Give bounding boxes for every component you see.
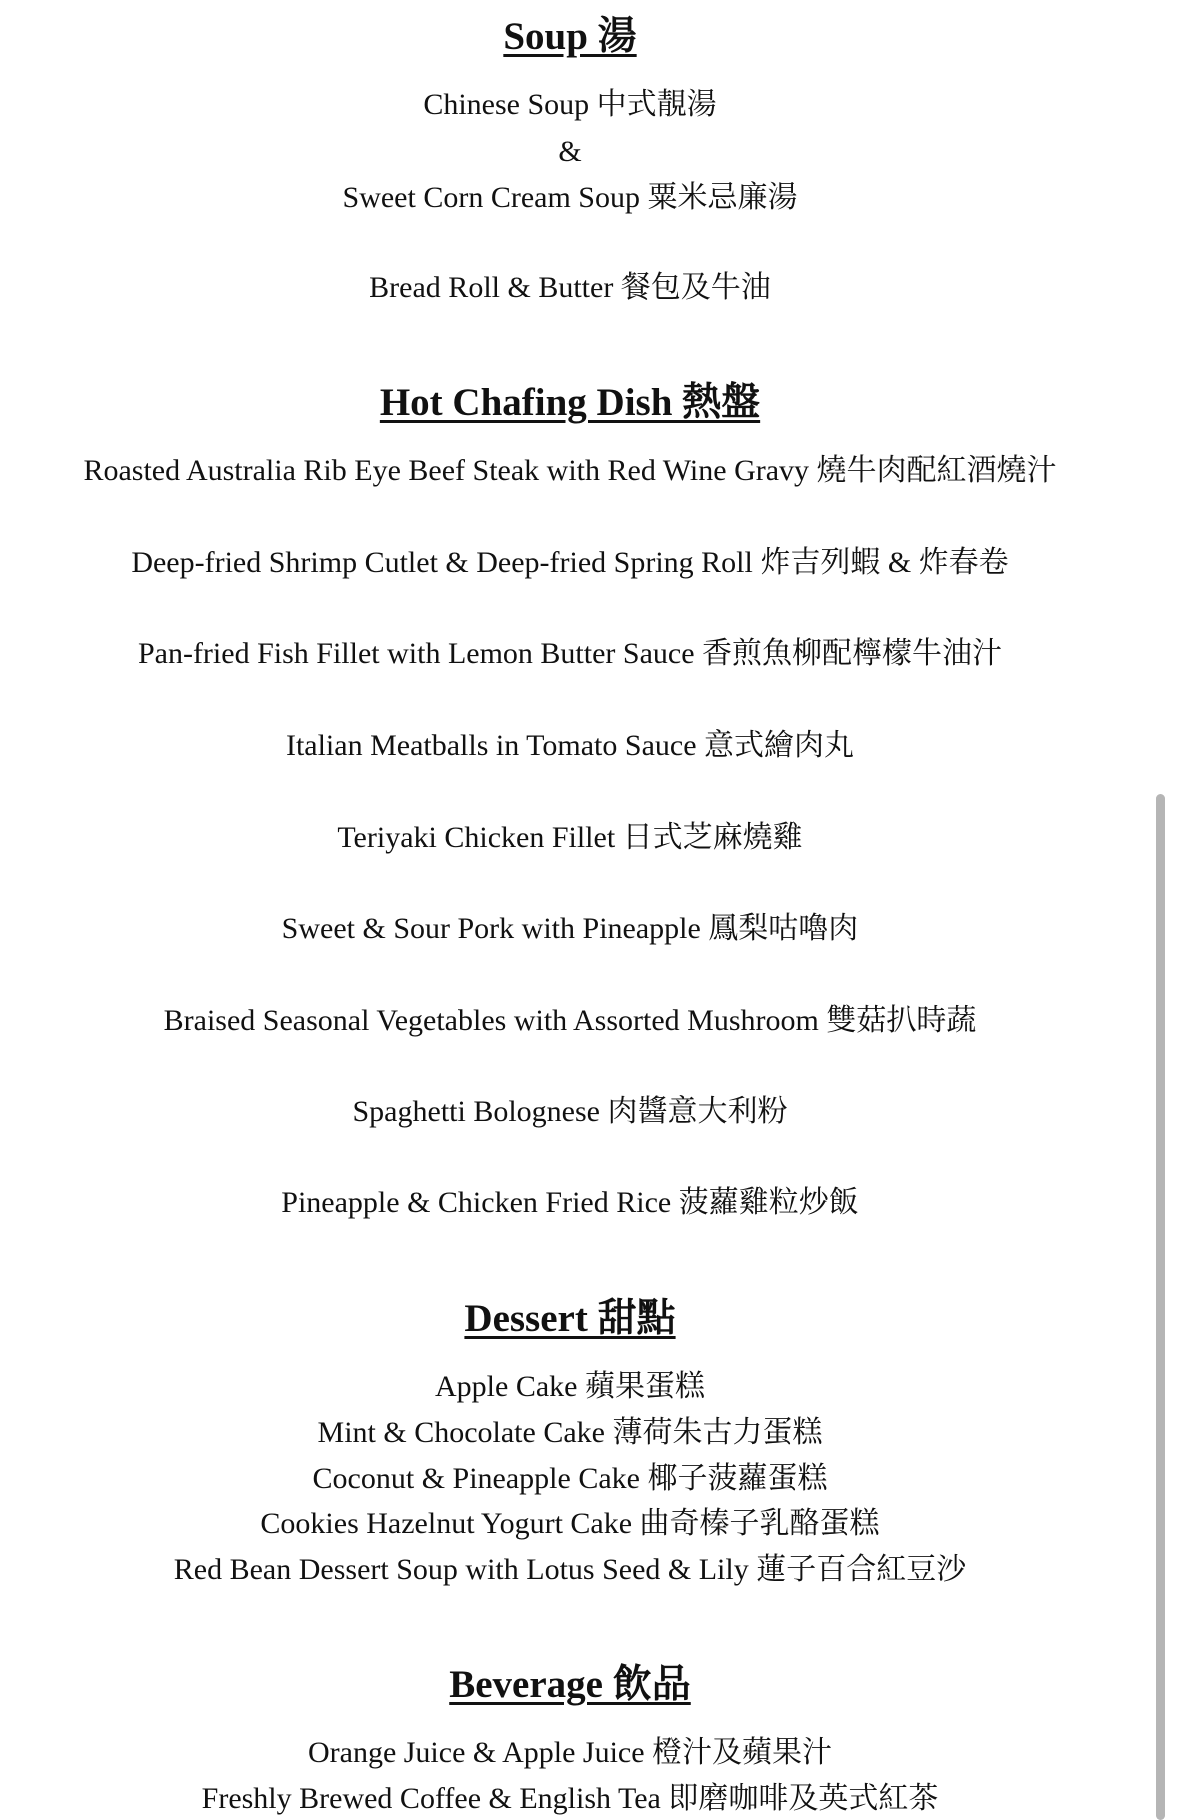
menu-item-juice: Orange Juice & Apple Juice 橙汁及蘋果汁 xyxy=(307,1736,833,1769)
beverage-heading: Beverage 飲品 xyxy=(449,1663,691,1706)
menu-item-chinese-soup: Chinese Soup 中式靚湯 xyxy=(423,88,717,121)
menu-item-fried-rice: Pineapple & Chicken Fried Rice 菠蘿雞粒炒飯 xyxy=(281,1186,859,1219)
menu-item-vegetables: Braised Seasonal Vegetables with Assorted Mushroom 雙菇扒時蔬 xyxy=(163,1004,977,1037)
menu-item-coffee-tea: Freshly Brewed Coffee & English Tea 即磨咖啡及英式紅茶 xyxy=(201,1782,939,1815)
menu-item-sweet-sour-pork: Sweet & Sour Pork with Pineapple 鳳梨咕嚕肉 xyxy=(281,912,859,945)
menu-item-meatballs: Italian Meatballs in Tomato Sauce 意式繪肉丸 xyxy=(285,729,855,762)
soup-heading: Soup 湯 xyxy=(503,15,637,58)
menu-item-red-bean-soup: Red Bean Dessert Soup with Lotus Seed & Lily 蓮子百合紅豆沙 xyxy=(173,1553,967,1586)
menu-item-teriyaki-chicken: Teriyaki Chicken Fillet 日式芝麻燒雞 xyxy=(337,821,803,854)
menu-item-sweet-corn-soup: Sweet Corn Cream Soup 粟米忌廉湯 xyxy=(342,181,798,214)
menu-item-ampersand: & xyxy=(558,135,582,168)
menu-item-bread-roll: Bread Roll & Butter 餐包及牛油 xyxy=(369,271,771,304)
menu-item-mint-chocolate-cake: Mint & Chocolate Cake 薄荷朱古力蛋糕 xyxy=(317,1416,823,1449)
menu-item-fish-fillet: Pan-fried Fish Fillet with Lemon Butter Sauce 香煎魚柳配檸檬牛油汁 xyxy=(137,637,1003,670)
hot-dish-heading: Hot Chafing Dish 熱盤 xyxy=(379,381,761,424)
vertical-scrollbar[interactable] xyxy=(1156,794,1165,1820)
menu-item-apple-cake: Apple Cake 蘋果蛋糕 xyxy=(435,1370,705,1403)
menu-item-coconut-pineapple-cake: Coconut & Pineapple Cake 椰子菠蘿蛋糕 xyxy=(312,1462,828,1495)
menu-item-spaghetti: Spaghetti Bolognese 肉醬意大利粉 xyxy=(352,1095,788,1128)
menu-item-hazelnut-yogurt-cake: Cookies Hazelnut Yogurt Cake 曲奇榛子乳酪蛋糕 xyxy=(260,1507,880,1540)
menu-item-beef-steak: Roasted Australia Rib Eye Beef Steak with Red Wine Gravy 燒牛肉配紅酒燒汁 xyxy=(83,454,1057,487)
menu-item-shrimp-cutlet: Deep-fried Shrimp Cutlet & Deep-fried Spring Roll 炸吉列蝦 & 炸春卷 xyxy=(131,546,1009,579)
dessert-heading: Dessert 甜點 xyxy=(464,1297,676,1340)
